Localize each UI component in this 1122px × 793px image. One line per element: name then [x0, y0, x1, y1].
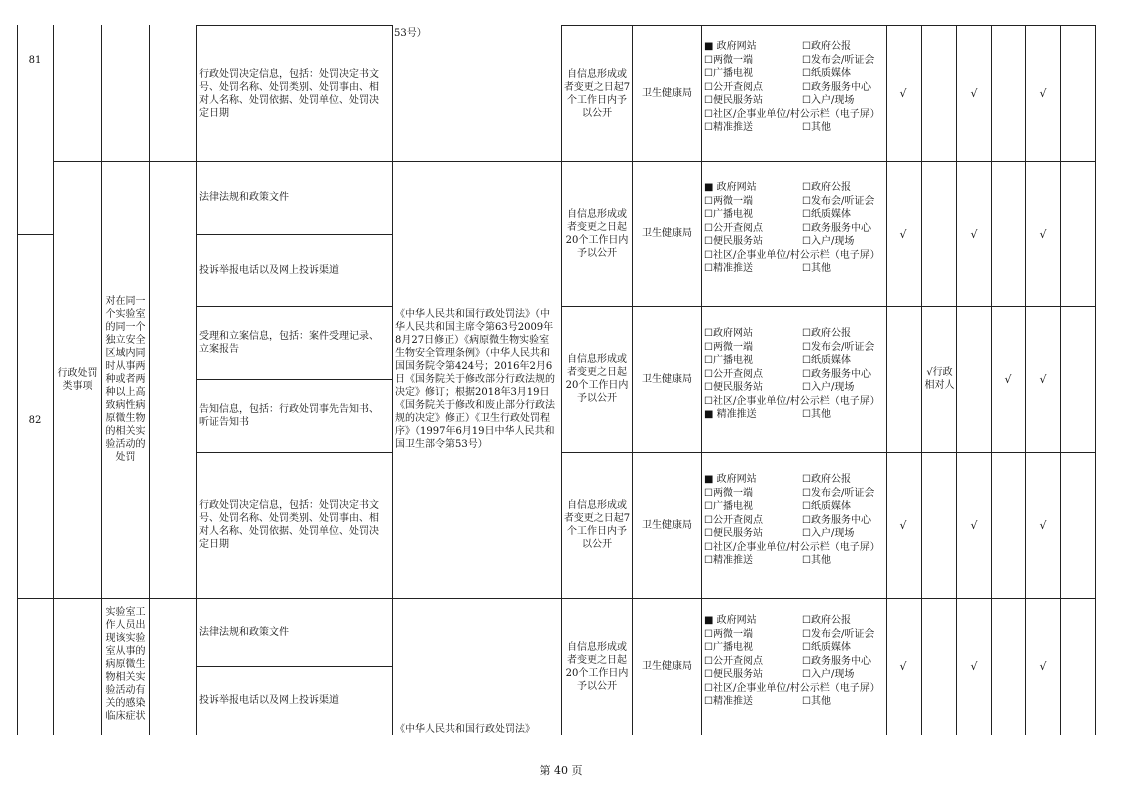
channel-row	[704, 668, 884, 682]
channel-option: ☐纸质媒体	[802, 501, 851, 512]
channel-option: ☐便民服务站	[704, 236, 763, 247]
channel-option: ☐发布会/听证会	[802, 628, 875, 640]
channel-row	[704, 655, 884, 669]
time-cell	[563, 26, 631, 161]
party-cell	[923, 306, 956, 452]
channel-row	[704, 500, 884, 514]
channel-row	[704, 395, 884, 409]
channel-option: ☐公开查阅点	[704, 368, 763, 380]
channel-row	[704, 368, 884, 382]
check-mark: √	[899, 660, 907, 673]
channel-option: ☐社区/企事业单位/村公示栏（电子屏）	[704, 541, 880, 553]
channel-row	[704, 614, 884, 628]
subject-cell	[633, 26, 701, 161]
channel-option: ☐两微一端	[704, 487, 753, 499]
row-number: 81	[28, 54, 42, 66]
content-text: 法律法规和政策文件	[199, 192, 289, 203]
channel-row	[704, 67, 884, 81]
grid-line	[921, 25, 922, 735]
channel-option: ☐两微一端	[704, 628, 753, 640]
subject-text: 卫生健康局	[642, 519, 692, 531]
channel-option: ☐两微一端	[704, 54, 753, 66]
time-text: 自信息形成或者变更之日起20个工作日内予以公开	[565, 208, 629, 259]
page-number: 第 40 页	[539, 764, 583, 777]
channel-row	[704, 408, 884, 422]
channel-option: ☐便民服务站	[704, 669, 763, 680]
channel-option: ☐便民服务站	[704, 382, 763, 393]
channel-option: ☐入户/现场	[802, 528, 855, 539]
channel-row	[704, 108, 884, 122]
party-text: √行政相对人	[924, 367, 955, 391]
check-mark: √	[899, 87, 907, 100]
basis-text: 《中华人民共和国行政处罚法》	[395, 724, 535, 735]
channel-option: ☐其他	[802, 555, 831, 566]
check-mark: √	[1039, 87, 1047, 100]
content-text: 法律法规和政策文件	[199, 626, 289, 638]
channel-option: ☐入户/现场	[802, 95, 855, 106]
subject-text: 卫生健康局	[642, 228, 692, 239]
channel-option: ☐社区/企事业单位/村公示栏（电子屏）	[704, 395, 880, 407]
channel-option: ☐精准推送	[704, 696, 753, 707]
subject-cell	[633, 306, 701, 452]
grid-line	[17, 598, 1095, 599]
channel-option: ☐便民服务站	[704, 528, 763, 539]
channel-option: ☐纸质媒体	[802, 209, 851, 220]
basis-text: 53号）	[394, 28, 427, 39]
channel-row	[704, 487, 884, 501]
channel-row	[704, 682, 884, 696]
channel-option: ■ 政府网站	[704, 182, 757, 193]
channel-option: ☐社区/企事业单位/村公示栏（电子屏）	[704, 108, 880, 120]
channel-row	[704, 235, 884, 249]
channel-row	[704, 40, 884, 54]
channel-option: ☐精准推送	[704, 555, 753, 566]
grid-line	[149, 25, 150, 735]
item-text: 实验室工作人员出现该实验室从事的病原微生物相关实验活动有关的感染临床症状	[105, 607, 146, 722]
channel-option: ☐入户/现场	[802, 236, 855, 247]
check-mark: √	[1039, 519, 1047, 532]
time-cell	[563, 306, 631, 452]
time-text: 自信息形成或者变更之日起7个工作日内予以公开	[563, 68, 631, 119]
channel-option: ☐政府公报	[802, 41, 851, 52]
channel-option: ☐政府公报	[802, 328, 851, 339]
channel-row	[704, 641, 884, 655]
channel-row	[704, 208, 884, 222]
channel-option: ■ 政府网站	[704, 41, 757, 52]
grid-line	[1025, 25, 1026, 735]
channel-row	[704, 195, 884, 209]
channel-option: ☐政务服务中心	[802, 655, 871, 667]
channel-row	[704, 262, 884, 276]
channel-row	[704, 541, 884, 555]
content-text: 行政处罚决定信息，包括：处罚决定书文号、处罚名称、处罚类别、处罚事由、相对人名称、处罚依据、处罚单位、处罚决定日期	[199, 68, 379, 119]
item-text: 对在同一个实验室的同一个独立安全区域内同时从事两种或者两种以上高致病性病原微生物的相关实验活动的处罚	[105, 296, 146, 463]
content-cell	[199, 26, 385, 161]
channel-row	[704, 554, 884, 568]
channel-option: ☐广播电视	[704, 209, 753, 220]
channel-option: ☐公开查阅点	[704, 222, 763, 234]
channel-option: ☐广播电视	[704, 501, 753, 512]
category-text: 行政处罚类事项	[57, 367, 98, 392]
check-mark: √	[1039, 660, 1047, 673]
channel-option: ☐公开查阅点	[704, 81, 763, 93]
channel-option: ☐纸质媒体	[802, 642, 851, 653]
check-mark: √	[899, 519, 907, 532]
time-cell	[563, 161, 631, 306]
channel-list	[704, 473, 884, 568]
channel-row	[704, 94, 884, 108]
subject-text: 卫生健康局	[642, 88, 692, 99]
channel-option: ☐政府网站	[704, 328, 753, 339]
grid-line	[956, 25, 957, 735]
channel-row	[704, 514, 884, 528]
channel-row	[704, 54, 884, 68]
channel-option: ☐发布会/听证会	[802, 195, 875, 207]
channel-option: ■ 政府网站	[704, 615, 757, 626]
item-cell	[103, 161, 148, 598]
channel-option: ☐政务服务中心	[802, 514, 871, 526]
content-cell	[199, 379, 385, 452]
channel-option: ☐其他	[802, 263, 831, 274]
channel-option: ☐广播电视	[704, 355, 753, 366]
content-cell	[199, 452, 385, 598]
channel-option: ☐其他	[802, 409, 831, 420]
channel-row	[704, 527, 884, 541]
channel-option: ☐公开查阅点	[704, 655, 763, 667]
channel-row	[704, 327, 884, 341]
basis-cell	[395, 161, 559, 598]
subject-cell	[633, 161, 701, 306]
check-mark: √	[970, 87, 978, 100]
channel-row	[704, 473, 884, 487]
time-text: 自信息形成或者变更之日起20个工作日内予以公开	[565, 641, 629, 692]
grid-line	[991, 25, 992, 735]
channel-option: ■ 精准推送	[704, 409, 757, 420]
channel-option: ☐纸质媒体	[802, 355, 851, 366]
content-cell	[199, 234, 385, 306]
check-mark: √	[970, 228, 978, 241]
channel-option: ☐两微一端	[704, 195, 753, 207]
channel-option: ☐广播电视	[704, 642, 753, 653]
subject-text: 卫生健康局	[642, 661, 692, 672]
content-text: 投诉举报电话以及网上投诉渠道	[199, 264, 339, 276]
content-text: 告知信息，包括：行政处罚事先告知书、听证告知书	[199, 403, 379, 428]
time-cell	[563, 598, 631, 735]
channel-option: ☐社区/企事业单位/村公示栏（电子屏）	[704, 682, 880, 694]
check-mark: √	[1004, 373, 1012, 386]
subject-cell	[633, 598, 701, 735]
grid-line	[17, 234, 53, 235]
content-cell	[199, 161, 385, 234]
channel-option: ☐政府公报	[802, 474, 851, 485]
time-text: 自信息形成或者变更之日起20个工作日内予以公开	[565, 354, 629, 404]
check-mark: √	[970, 519, 978, 532]
check-mark: √	[899, 228, 907, 241]
channel-row	[704, 341, 884, 355]
channel-row	[704, 121, 884, 135]
channel-row	[704, 181, 884, 195]
channel-option: ☐纸质媒体	[802, 68, 851, 79]
channel-option: ☐政府公报	[802, 182, 851, 193]
channel-option: ☐精准推送	[704, 263, 753, 274]
row-number: 82	[28, 414, 42, 426]
check-mark: √	[970, 660, 978, 673]
channel-list	[704, 614, 884, 709]
channel-option: ☐政务服务中心	[802, 222, 871, 234]
grid-line	[1095, 25, 1096, 735]
channel-row	[704, 222, 884, 236]
channel-list	[704, 327, 884, 422]
channel-option: ☐政务服务中心	[802, 368, 871, 380]
content-text: 受理和立案信息，包括：案件受理记录、立案报告	[199, 330, 379, 355]
channel-row	[704, 354, 884, 368]
channel-option: ☐其他	[802, 122, 831, 133]
channel-option: ☐公开查阅点	[704, 514, 763, 526]
channel-row	[704, 628, 884, 642]
content-cell	[199, 306, 385, 379]
channel-option: ☐社区/企事业单位/村公示栏（电子屏）	[704, 249, 880, 261]
grid-line	[53, 25, 54, 735]
grid-line	[196, 25, 197, 735]
channel-option: ☐入户/现场	[802, 382, 855, 393]
check-mark: √	[1039, 228, 1047, 241]
check-mark: √	[1039, 373, 1047, 386]
time-cell	[563, 452, 631, 598]
channel-option: ☐广播电视	[704, 68, 753, 79]
grid-line	[392, 25, 393, 735]
channel-option: ☐入户/现场	[802, 669, 855, 680]
grid-line	[701, 25, 702, 735]
channel-row	[704, 695, 884, 709]
channel-row	[704, 249, 884, 263]
item-cell	[103, 606, 148, 734]
subject-cell	[633, 452, 701, 598]
grid-line	[101, 25, 102, 735]
category-cell	[55, 161, 100, 598]
channel-option: ☐政府公报	[802, 615, 851, 626]
grid-line	[886, 25, 887, 735]
time-text: 自信息形成或者变更之日起7个工作日内予以公开	[563, 500, 631, 550]
content-text: 投诉举报电话以及网上投诉渠道	[199, 695, 339, 706]
channel-option: ☐便民服务站	[704, 95, 763, 106]
channel-option: ☐发布会/听证会	[802, 487, 875, 499]
channel-option: ☐发布会/听证会	[802, 341, 875, 353]
channel-row	[704, 381, 884, 395]
channel-list	[704, 40, 884, 135]
channel-list	[704, 181, 884, 276]
channel-option: ■ 政府网站	[704, 474, 757, 485]
content-text: 行政处罚决定信息，包括：处罚决定书文号、处罚名称、处罚类别、处罚事由、相对人名称、处罚依据、处罚单位、处罚决定日期	[199, 500, 379, 550]
channel-row	[704, 81, 884, 95]
channel-option: ☐精准推送	[704, 122, 753, 133]
channel-option: ☐其他	[802, 696, 831, 707]
content-cell	[199, 598, 385, 666]
grid-line	[1060, 25, 1061, 735]
channel-option: ☐两微一端	[704, 341, 753, 353]
subject-text: 卫生健康局	[642, 373, 692, 385]
grid-line	[561, 25, 562, 735]
grid-line	[17, 25, 18, 735]
basis-text: 《中华人民共和国行政处罚法》（中华人民共和国主席令第63号2009年8月27日修正）《病原微生物实验室生物安全管理条例》（中华人民共和国国务院令第424号；2016年2月6日《国务院关于修改部分行政法规的决定》修订；根据2018年3月19日《国务院关于修改和废止部分行政法规的决定》修正）《卫生行政处罚程序》（1997年6月19日中华人民共和国卫生部令第53号）	[395, 309, 555, 450]
content-cell	[199, 666, 385, 735]
channel-option: ☐政务服务中心	[802, 81, 871, 93]
channel-option: ☐发布会/听证会	[802, 54, 875, 66]
